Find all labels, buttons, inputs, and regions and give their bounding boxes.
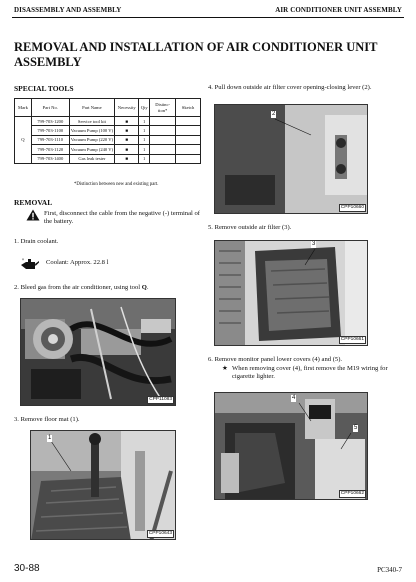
- model-number: PC340-7: [377, 566, 402, 574]
- page-number: 30-88: [14, 563, 40, 574]
- photo-filter-lever: [214, 104, 368, 214]
- cell-part-no: 799-703-1100: [31, 126, 69, 135]
- photo-floor-mat-art: [31, 431, 176, 540]
- photo-monitor-callout-5: 5: [354, 425, 358, 431]
- page-title: REMOVAL AND INSTALLATION OF AIR CONDITIONER UNIT ASSEMBLY: [14, 40, 378, 69]
- cell-necessity: ■: [115, 154, 139, 163]
- cell-necessity: ■: [115, 126, 139, 135]
- table-header-row: [15, 99, 201, 117]
- cell-qty: 1: [139, 117, 150, 126]
- step-2: [14, 284, 204, 292]
- cell-distinction: [150, 145, 176, 154]
- cell-distinction: [150, 117, 176, 126]
- cell-part-no: 799-703-1400: [31, 154, 69, 163]
- cell-qty: 1: [139, 154, 150, 163]
- col-sketch: Sketch: [176, 99, 201, 117]
- table-row: [15, 154, 201, 163]
- photo-monitor-covers-code: CPP10662: [340, 491, 364, 496]
- photo-filter-lever-callout: 2: [272, 111, 276, 117]
- cell-distinction: [150, 135, 176, 144]
- table-footnote: *Distinction between new and existing part.: [74, 182, 159, 187]
- special-tools-table: [14, 98, 201, 164]
- photo-air-filter-code: CPP10661: [340, 337, 364, 342]
- photo-air-filter: [214, 240, 368, 346]
- cell-part-no: 799-703-1200: [31, 117, 69, 126]
- col-part-no: Part No.: [31, 99, 69, 117]
- cell-necessity: ■: [115, 117, 139, 126]
- col-qty: Qty: [139, 99, 150, 117]
- photo-ac-compressor-code: CPP11083: [149, 397, 172, 402]
- warning-text: First, disconnect the cable from the negative (-) terminal of the battery.: [44, 210, 200, 225]
- cell-distinction: [150, 154, 176, 163]
- photo-ac-compressor: [20, 298, 176, 406]
- step-6-note: When removing cover (4), first remove the M19 wiring for cigarette lighter.: [232, 365, 388, 380]
- coolant-amount: Coolant: Approx. 22.8 l: [46, 259, 109, 266]
- oil-can-icon: [20, 256, 40, 270]
- step-5: 5. Remove outside air filter (3).: [208, 224, 292, 231]
- photo-floor-mat-code: CPP10643: [148, 531, 172, 536]
- cell-mark: Q: [15, 117, 32, 164]
- cell-sketch: [176, 117, 201, 126]
- step-4: 4. Pull down outside air filter cover opening-closing lever (2).: [208, 84, 372, 91]
- header-chapter-title: AIR CONDITIONER UNIT ASSEMBLY: [275, 6, 402, 14]
- cell-sketch: [176, 145, 201, 154]
- col-part-name: Part Name: [69, 99, 115, 117]
- cell-part-no: 799-703-1110: [31, 135, 69, 144]
- photo-air-filter-callout: 3: [312, 241, 316, 247]
- note-star-icon: ★: [222, 365, 228, 372]
- step-2-tool-mark: Q: [141, 284, 147, 291]
- cell-sketch: [176, 154, 201, 163]
- cell-necessity: ■: [115, 145, 139, 154]
- header-rule: [12, 17, 404, 18]
- header-section-title: DISASSEMBLY AND ASSEMBLY: [14, 6, 122, 14]
- cell-part-name: Vacuum Pump (100 V): [69, 126, 115, 135]
- step-2-end: .: [146, 284, 149, 291]
- cell-necessity: ■: [115, 135, 139, 144]
- special-tools-heading: SPECIAL TOOLS: [14, 84, 74, 93]
- photo-floor-mat-callout: 1: [48, 435, 52, 441]
- table-row: [15, 145, 201, 154]
- cell-part-name: Gas leak tester: [69, 154, 115, 163]
- cell-qty: 1: [139, 145, 150, 154]
- photo-air-filter-art: [215, 241, 368, 346]
- col-mark: Mark: [15, 99, 32, 117]
- cell-part-name: Vacuum Pump (220 V): [69, 135, 115, 144]
- col-necessity: Necessity: [115, 99, 139, 117]
- step-3: 3. Remove floor mat (1).: [14, 416, 80, 423]
- table-row: [15, 135, 201, 144]
- cell-part-name: Service tool kit: [69, 117, 115, 126]
- col-distinction: Distinc-tion*: [150, 99, 176, 117]
- photo-filter-lever-art: [215, 105, 368, 214]
- removal-heading: REMOVAL: [14, 198, 53, 207]
- cell-distinction: [150, 126, 176, 135]
- photo-floor-mat: [30, 430, 176, 540]
- warning-icon: [26, 209, 40, 221]
- step-1: 1. Drain coolant.: [14, 238, 59, 245]
- photo-monitor-covers: [214, 392, 368, 500]
- photo-filter-lever-code: CPP10660: [340, 205, 364, 210]
- photo-monitor-callout-4: 4: [292, 395, 296, 401]
- cell-qty: 1: [139, 135, 150, 144]
- table-row: [15, 117, 201, 126]
- photo-ac-compressor-art: [21, 299, 176, 406]
- step-6: 6. Remove monitor panel lower covers (4) and (5).: [208, 356, 343, 363]
- step-2-text: 2. Bleed gas from the air conditioner, using tool: [14, 284, 142, 291]
- cell-part-name: Vacuum Pump (240 V): [69, 145, 115, 154]
- cell-qty: 1: [139, 126, 150, 135]
- cell-part-no: 799-703-1120: [31, 145, 69, 154]
- photo-monitor-covers-art: [215, 393, 368, 500]
- cell-sketch: [176, 135, 201, 144]
- cell-sketch: [176, 126, 201, 135]
- table-row: [15, 126, 201, 135]
